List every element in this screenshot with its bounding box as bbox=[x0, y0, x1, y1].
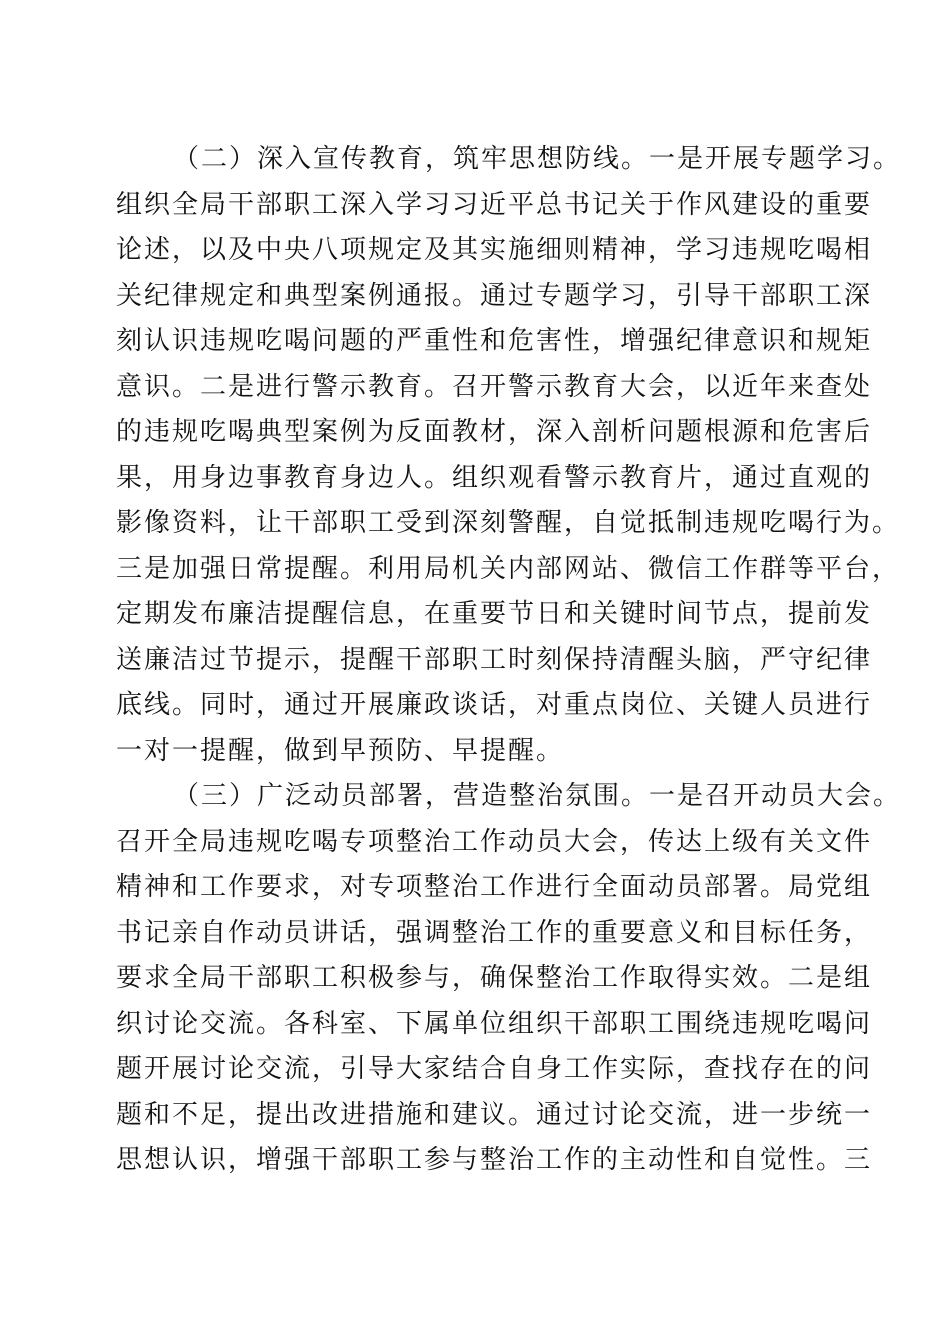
text-line: 关纪律规定和典型案例通报。通过专题学习，引导干部职工深 bbox=[116, 280, 873, 311]
text-line: 思想认识，增强干部职工参与整治工作的主动性和自觉性。三 bbox=[116, 1145, 873, 1175]
text-line: 影像资料，让干部职工受到深刻警醒，自觉抵制违规吃喝行为。 bbox=[116, 508, 901, 538]
text-line: （三）广泛动员部署，营造整治氛围。一是召开动员大会。 bbox=[173, 781, 902, 811]
text-line: 意识。二是进行警示教育。召开警示教育大会，以近年来查处 bbox=[116, 371, 873, 402]
text-line: 精神和工作要求，对专项整治工作进行全面动员部署。局党组 bbox=[116, 872, 873, 902]
text-line: 召开全局违规吃喝专项整治工作动员大会，传达上级有关文件 bbox=[116, 826, 873, 857]
text-line: 刻认识违规吃喝问题的严重性和危害性，增强纪律意识和规矩 bbox=[116, 326, 873, 356]
text-line: 要求全局干部职工积极参与，确保整治工作取得实效。二是组 bbox=[116, 963, 873, 993]
text-line: 一对一提醒，做到早预防、早提醒。 bbox=[116, 735, 565, 766]
text-line: 论述，以及中央八项规定及其实施细则精神，学习违规吃喝相 bbox=[116, 235, 873, 265]
text-line: 织讨论交流。各科室、下属单位组织干部职工围绕违规吃喝问 bbox=[116, 1008, 873, 1039]
body-text bbox=[116, 137, 902, 1184]
paragraph-3-mobilization bbox=[116, 774, 902, 1184]
paragraph-2-propaganda-education bbox=[116, 137, 902, 774]
text-line: 题和不足，提出改进措施和建议。通过讨论交流，进一步统一 bbox=[116, 1099, 873, 1130]
text-line: 送廉洁过节提示，提醒干部职工时刻保持清醒头脑，严守纪律 bbox=[116, 644, 873, 675]
text-line: 果，用身边事教育身边人。组织观看警示教育片，通过直观的 bbox=[116, 462, 873, 493]
text-line: 三是加强日常提醒。利用局机关内部网站、微信工作群等平台， bbox=[116, 553, 901, 584]
text-line: 的违规吃喝典型案例为反面教材，深入剖析问题根源和危害后 bbox=[116, 417, 873, 447]
text-line: 定期发布廉洁提醒信息，在重要节日和关键时间节点，提前发 bbox=[116, 599, 873, 629]
text-line: 底线。同时，通过开展廉政谈话，对重点岗位、关键人员进行 bbox=[116, 690, 873, 720]
text-line: （二）深入宣传教育，筑牢思想防线。一是开展专题学习。 bbox=[173, 144, 902, 174]
text-line: 题开展讨论交流，引导大家结合自身工作实际，查找存在的问 bbox=[116, 1054, 873, 1084]
text-line: 组织全局干部职工深入学习习近平总书记关于作风建设的重要 bbox=[116, 189, 873, 220]
text-line: 书记亲自作动员讲话，强调整治工作的重要意义和目标任务， bbox=[116, 917, 873, 948]
